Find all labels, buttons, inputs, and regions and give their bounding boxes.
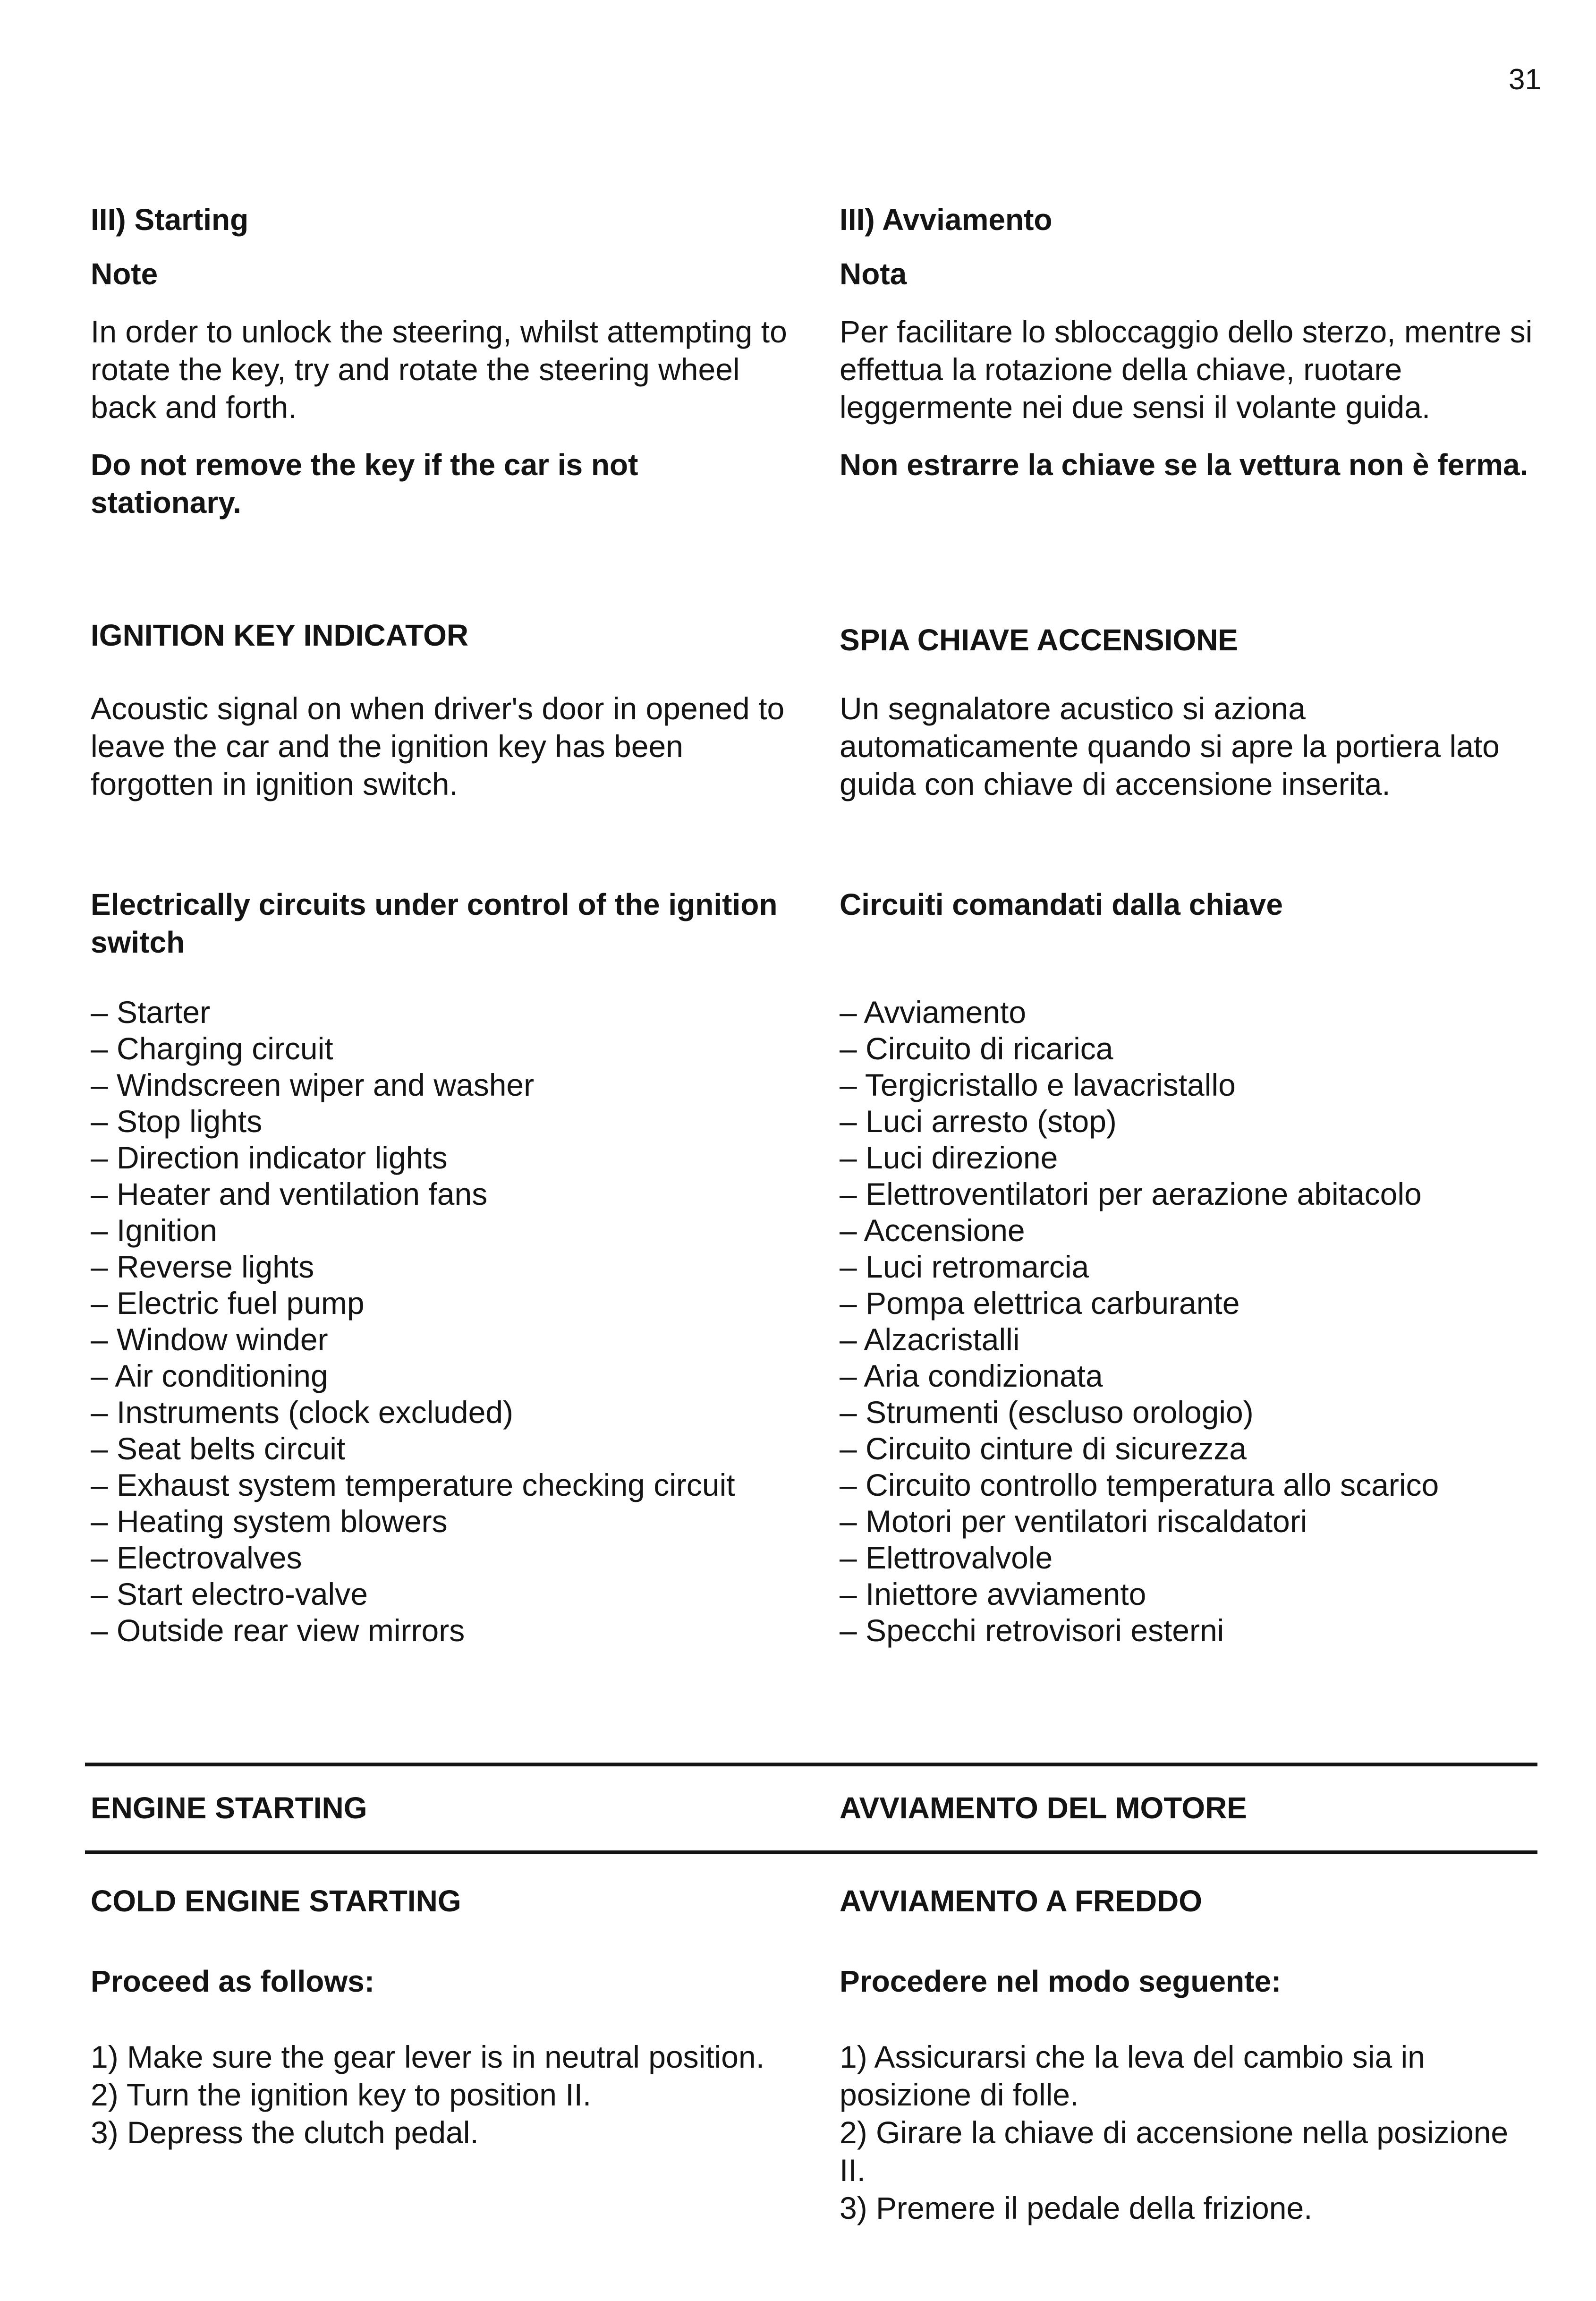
- proceed-intro-en: Proceed as follows:: [91, 1964, 375, 1998]
- circuits-en: [91, 886, 790, 1649]
- note-text-it: Per facilitare lo sbloccaggio dello sterzo, mentre si effettua la rotazione della chiave, ruotare leggermente nei due sensi il volante guida.: [840, 314, 1533, 425]
- list-item: – Luci direzione: [840, 1140, 1058, 1175]
- warning-it: Non estrarre la chiave se la vettura non è ferma.: [840, 448, 1528, 482]
- list-item: – Instruments (clock excluded): [91, 1395, 514, 1430]
- cold-start-en: [91, 1882, 790, 2151]
- page-number: 31: [1509, 63, 1541, 96]
- circuits-list-en: [91, 994, 790, 1649]
- circuits-list-it: [840, 994, 1538, 1649]
- list-item: – Motori per ventilatori riscaldatori: [840, 1504, 1307, 1539]
- list-item: – Strumenti (escluso orologio): [840, 1395, 1254, 1430]
- note-text-en: In order to unlock the steering, whilst attempting to rotate the key, try and rotate the steering wheel back and forth.: [91, 314, 787, 425]
- list-item: – Elettrovalvole: [840, 1540, 1053, 1575]
- cold-start-it: [840, 1882, 1538, 2227]
- list-item: – Elettroventilatori per aerazione abitacolo: [840, 1176, 1422, 1211]
- list-item: – Alzacristalli: [840, 1322, 1020, 1357]
- list-item: – Windscreen wiper and washer: [91, 1067, 535, 1102]
- list-item: – Window winder: [91, 1322, 328, 1357]
- ignition-key-en: [91, 616, 790, 803]
- list-item: – Circuito cinture di sicurezza: [840, 1431, 1247, 1466]
- circuits-heading-it: Circuiti comandati dalla chiave: [840, 887, 1283, 921]
- list-item: – Accensione: [840, 1213, 1025, 1248]
- circuits-it: [840, 886, 1538, 1649]
- list-item: – Specchi retrovisori esterni: [840, 1613, 1224, 1648]
- list-item: – Iniettore avviamento: [840, 1577, 1146, 1611]
- list-item: – Outside rear view mirrors: [91, 1613, 465, 1648]
- list-item: – Start electro-valve: [91, 1577, 368, 1611]
- ignition-key-text-en: Acoustic signal on when driver's door in opened to leave the car and the ignition key has been forgotten in ignition switch.: [91, 691, 785, 801]
- list-item: – Seat belts circuit: [91, 1431, 346, 1466]
- ignition-key-heading-it: SPIA CHIAVE ACCENSIONE: [840, 623, 1238, 657]
- section-divider-top: [85, 1763, 1537, 1766]
- list-item: – Luci arresto (stop): [840, 1104, 1117, 1139]
- step-1-it: 1) Assicurarsi che la leva del cambio sia in posizione di folle.: [840, 2039, 1425, 2112]
- note-label-en: Note: [91, 257, 158, 291]
- proceed-intro-it: Procedere nel modo seguente:: [840, 1964, 1282, 1998]
- list-item: – Pompa elettrica carburante: [840, 1286, 1240, 1321]
- list-item: – Starter: [91, 995, 211, 1030]
- note-label-it: Nota: [840, 257, 907, 291]
- list-item: – Exhaust system temperature checking circuit: [91, 1467, 735, 1502]
- engine-starting-heading-en-wrap: [91, 1789, 790, 1827]
- step-3-it: 3) Premere il pedale della frizione.: [840, 2190, 1313, 2225]
- list-item: – Avviamento: [840, 995, 1027, 1030]
- engine-starting-heading-it-wrap: [840, 1789, 1538, 1827]
- ignition-key-text-it: Un segnalatore acustico si aziona automaticamente quando si apre la portiera lato guida con chiave di accensione inserita.: [840, 691, 1500, 801]
- list-item: – Heating system blowers: [91, 1504, 448, 1539]
- cold-start-heading-en: COLD ENGINE STARTING: [91, 1884, 461, 1918]
- starting-en: [91, 201, 790, 521]
- step-2-it: 2) Girare la chiave di accensione nella posizione II.: [840, 2115, 1509, 2188]
- starting-heading-it: III) Avviamento: [840, 203, 1053, 237]
- step-1-en: 1) Make sure the gear lever is in neutral position.: [91, 2039, 765, 2074]
- list-item: – Air conditioning: [91, 1358, 328, 1393]
- starting-heading-en: III) Starting: [91, 203, 249, 237]
- list-item: – Tergicristallo e lavacristallo: [840, 1067, 1236, 1102]
- list-item: – Aria condizionata: [840, 1358, 1103, 1393]
- list-item: – Electric fuel pump: [91, 1286, 365, 1321]
- engine-starting-heading-it: AVVIAMENTO DEL MOTORE: [840, 1791, 1247, 1825]
- list-item: – Circuito controllo temperatura allo scarico: [840, 1467, 1439, 1502]
- warning-en: Do not remove the key if the car is not stationary.: [91, 448, 638, 520]
- list-item: – Charging circuit: [91, 1031, 333, 1066]
- engine-starting-heading-en: ENGINE STARTING: [91, 1791, 367, 1825]
- list-item: – Reverse lights: [91, 1249, 314, 1284]
- section-divider-bottom: [85, 1850, 1537, 1854]
- list-item: – Luci retromarcia: [840, 1249, 1089, 1284]
- list-item: – Circuito di ricarica: [840, 1031, 1113, 1066]
- list-item: – Ignition: [91, 1213, 217, 1248]
- step-3-en: 3) Depress the clutch pedal.: [91, 2115, 479, 2150]
- list-item: – Heater and ventilation fans: [91, 1176, 488, 1211]
- ignition-key-it: [840, 621, 1538, 803]
- list-item: – Electrovalves: [91, 1540, 302, 1575]
- ignition-key-heading-en: IGNITION KEY INDICATOR: [91, 618, 469, 652]
- list-item: – Stop lights: [91, 1104, 263, 1139]
- step-2-en: 2) Turn the ignition key to position II.: [91, 2077, 592, 2112]
- cold-start-heading-it: AVVIAMENTO A FREDDO: [840, 1884, 1203, 1918]
- starting-it: [840, 201, 1538, 484]
- circuits-heading-en: Electrically circuits under control of the ignition switch: [91, 887, 778, 959]
- list-item: – Direction indicator lights: [91, 1140, 448, 1175]
